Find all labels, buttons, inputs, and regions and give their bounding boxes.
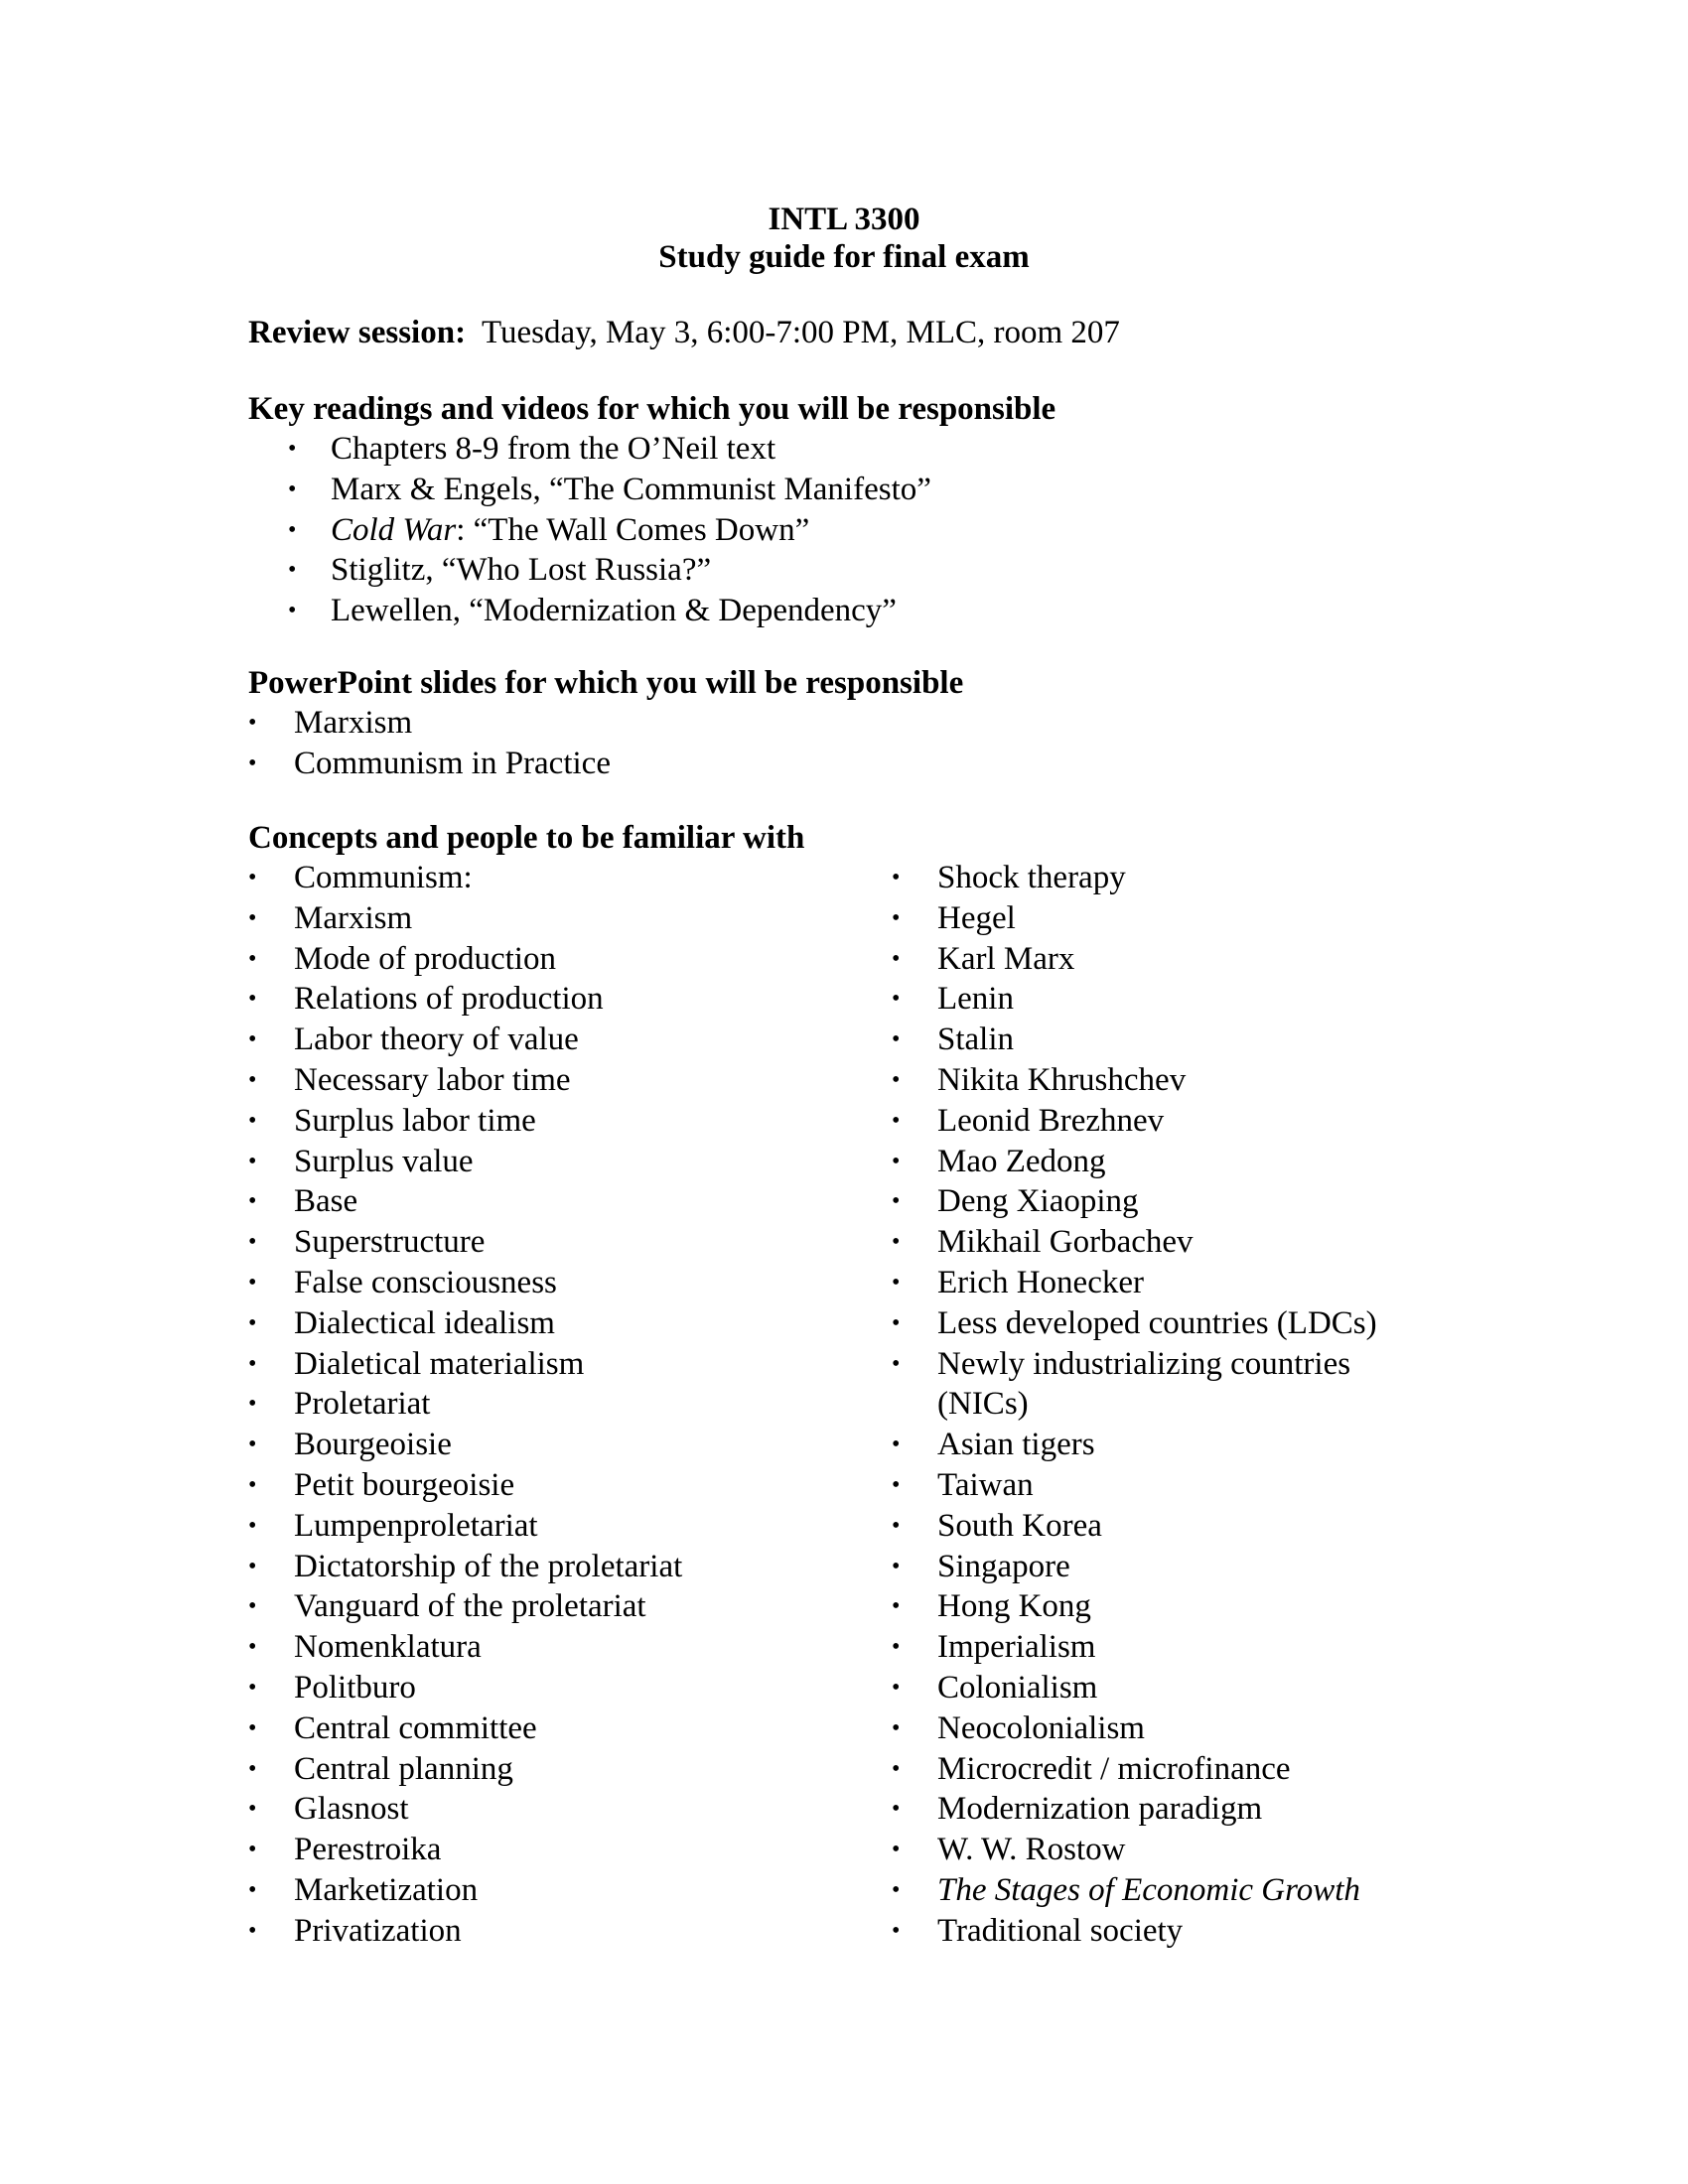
list-item-text: Chapters 8-9 from the O’Neil text	[331, 431, 776, 467]
list-item-text: Marketization	[294, 1871, 479, 1908]
list-item	[248, 1911, 682, 1952]
list-item-text: Communism in Practice	[294, 745, 611, 781]
bullet-icon: •	[892, 945, 901, 972]
bullet-icon: •	[248, 945, 257, 972]
list-item-text: Surplus labor time	[294, 1102, 536, 1139]
course-code: INTL 3300	[768, 202, 920, 237]
list-item-text: Mikhail Gorbachev	[937, 1224, 1194, 1261]
list-item	[892, 1749, 1377, 1790]
list-item-text: Modernization paradigm	[937, 1791, 1263, 1828]
list-item	[892, 1222, 1377, 1263]
list-item	[288, 550, 931, 591]
list-item-text: Marxism	[294, 899, 413, 936]
list-item-text: Central planning	[294, 1750, 513, 1787]
bullet-icon: •	[288, 598, 297, 624]
list-item-text: Less developed countries (LDCs)	[937, 1304, 1377, 1341]
list-item-text: Stiglitz, “Who Lost Russia?”	[331, 552, 712, 589]
list-item-text: Base	[294, 1183, 358, 1220]
list-item-text: Proletariat	[294, 1386, 431, 1423]
bullet-icon: •	[248, 865, 257, 890]
list-item-text: Stalin	[937, 1022, 1015, 1058]
bullet-icon: •	[248, 1026, 257, 1053]
guide-subtitle: Study guide for final exam	[658, 239, 1030, 275]
slides-heading: PowerPoint slides for which you will be responsible	[248, 665, 964, 701]
list-item-text: Marxism	[294, 705, 413, 741]
bullet-icon: •	[892, 1188, 901, 1215]
list-item-text: Dialetical materialism	[294, 1345, 585, 1382]
bullet-icon: •	[892, 1107, 901, 1134]
list-item-text: South Korea	[937, 1507, 1102, 1544]
list-item	[248, 1830, 682, 1870]
list-item	[892, 1263, 1377, 1303]
list-item	[248, 1222, 682, 1263]
list-item-text: Nomenklatura	[294, 1629, 482, 1666]
list-item-text: Bourgeoisie	[294, 1427, 452, 1463]
bullet-icon: •	[892, 1148, 901, 1174]
list-item	[892, 1465, 1377, 1506]
readings-heading: Key readings and videos for which you will be responsible	[248, 391, 1056, 427]
bullet-icon: •	[248, 1432, 257, 1458]
list-item	[892, 1789, 1377, 1830]
bullet-icon: •	[288, 436, 297, 462]
bullet-icon: •	[248, 1553, 257, 1579]
list-item-text: Dialectical idealism	[294, 1304, 555, 1341]
list-item-text: Vanguard of the proletariat	[294, 1588, 646, 1625]
list-item	[248, 1425, 682, 1465]
bullet-icon: •	[892, 1309, 901, 1336]
bullet-icon: •	[892, 865, 901, 890]
bullet-icon: •	[288, 516, 297, 543]
list-item-text: Politburo	[294, 1669, 416, 1706]
list-item	[248, 1101, 682, 1142]
list-item-text: Lenin	[937, 981, 1014, 1018]
list-item	[288, 470, 931, 510]
list-item-text: Traditional society	[937, 1912, 1184, 1949]
list-item	[248, 1708, 682, 1749]
list-item-text: Cold War: “The Wall Comes Down”	[331, 511, 810, 548]
bullet-icon: •	[892, 1350, 901, 1377]
list-item	[248, 1627, 682, 1668]
bullet-icon: •	[892, 1796, 901, 1823]
list-item-text: Dictatorship of the proletariat	[294, 1548, 683, 1584]
list-item	[288, 510, 931, 551]
list-item-text: Petit bourgeoisie	[294, 1466, 515, 1503]
list-item-text: False consciousness	[294, 1264, 557, 1300]
bullet-icon: •	[892, 1634, 901, 1661]
list-item	[248, 979, 682, 1020]
bullet-icon: •	[892, 1432, 901, 1458]
list-item	[248, 1181, 682, 1222]
bullet-icon: •	[248, 1876, 257, 1903]
review-session-details: Tuesday, May 3, 6:00-7:00 PM, MLC, room 207	[481, 315, 1120, 350]
bullet-icon: •	[248, 750, 257, 776]
list-item-text: Microcredit / microfinance	[937, 1750, 1291, 1787]
bullet-icon: •	[892, 1026, 901, 1053]
list-item-text: Lumpenproletariat	[294, 1507, 538, 1544]
bullet-icon: •	[288, 476, 297, 502]
list-item	[892, 1708, 1377, 1749]
list-item-text: Leonid Brezhnev	[937, 1102, 1165, 1139]
bullet-icon: •	[892, 1755, 901, 1782]
list-item	[892, 1344, 1377, 1385]
list-item	[248, 1870, 682, 1911]
bullet-icon: •	[248, 1391, 257, 1418]
bullet-icon: •	[892, 1229, 901, 1256]
list-item	[248, 939, 682, 980]
bullet-icon: •	[892, 1876, 901, 1903]
bullet-icon: •	[248, 1634, 257, 1661]
list-item-text: Relations of production	[294, 981, 604, 1018]
list-item	[892, 1586, 1377, 1627]
bullet-icon: •	[892, 904, 901, 931]
list-item	[892, 1060, 1377, 1101]
list-item-text: Superstructure	[294, 1224, 486, 1261]
list-item	[892, 858, 1377, 898]
list-item-text: Neocolonialism	[937, 1709, 1145, 1746]
bullet-icon: •	[248, 1755, 257, 1782]
list-item	[248, 1303, 682, 1344]
list-item	[892, 1627, 1377, 1668]
list-item-text: Communism:	[294, 860, 473, 895]
review-session-label: Review session:	[248, 315, 467, 350]
bullet-icon: •	[248, 1269, 257, 1296]
list-item	[248, 1789, 682, 1830]
bullet-icon: •	[248, 1674, 257, 1701]
bullet-icon: •	[892, 1066, 901, 1093]
bullet-icon: •	[892, 1714, 901, 1741]
list-item	[892, 1830, 1377, 1870]
bullet-icon: •	[892, 1674, 901, 1701]
bullet-icon: •	[248, 1229, 257, 1256]
list-item	[892, 898, 1377, 939]
bullet-icon: •	[248, 1471, 257, 1498]
list-item-text: Shock therapy	[937, 860, 1126, 895]
list-item	[892, 1181, 1377, 1222]
list-item-text: Nikita Khrushchev	[937, 1061, 1187, 1098]
list-item	[892, 979, 1377, 1020]
list-item	[248, 1142, 682, 1182]
list-item	[248, 1384, 682, 1425]
list-item-text: The Stages of Economic Growth	[937, 1871, 1360, 1908]
bullet-icon: •	[248, 1714, 257, 1741]
list-item-text: Imperialism	[937, 1629, 1096, 1666]
list-item-text: Mao Zedong	[937, 1143, 1106, 1179]
list-item	[892, 1303, 1377, 1344]
list-item	[892, 1547, 1377, 1587]
bullet-icon: •	[248, 1107, 257, 1134]
list-item	[248, 703, 611, 744]
bullet-icon: •	[892, 1917, 901, 1944]
bullet-icon: •	[248, 1796, 257, 1823]
bullet-icon: •	[892, 1837, 901, 1863]
slides-list	[248, 703, 611, 784]
list-item-text: Asian tigers	[937, 1427, 1095, 1463]
review-session	[248, 313, 1120, 352]
list-item	[248, 1020, 682, 1060]
bullet-icon: •	[288, 557, 297, 584]
bullet-icon: •	[248, 1309, 257, 1336]
list-item	[892, 1506, 1377, 1547]
list-item	[248, 1060, 682, 1101]
list-item	[288, 429, 931, 470]
concepts-left-column	[248, 858, 682, 1952]
list-item-text: Karl Marx	[937, 940, 1075, 977]
document-title	[0, 201, 1688, 276]
list-item	[892, 1101, 1377, 1142]
concepts-right-column	[892, 858, 1377, 1952]
bullet-icon: •	[892, 1553, 901, 1579]
list-item	[892, 1870, 1377, 1911]
list-item-text: Colonialism	[937, 1669, 1098, 1706]
list-item-text: Glasnost	[294, 1791, 409, 1828]
list-item	[248, 1586, 682, 1627]
list-item	[248, 1749, 682, 1790]
list-item	[248, 1465, 682, 1506]
list-item-text: Marx & Engels, “The Communist Manifesto”	[331, 471, 931, 507]
list-item-text: Labor theory of value	[294, 1022, 579, 1058]
bullet-icon: •	[892, 1471, 901, 1498]
list-item	[892, 1020, 1377, 1060]
list-item	[248, 898, 682, 939]
list-item-text: Necessary labor time	[294, 1061, 571, 1098]
list-item-text: Taiwan	[937, 1466, 1034, 1503]
bullet-icon: •	[248, 1837, 257, 1863]
bullet-icon: •	[248, 986, 257, 1013]
list-item	[892, 1384, 1377, 1425]
list-item	[892, 1142, 1377, 1182]
list-item-text: Mode of production	[294, 940, 556, 977]
concepts-heading: Concepts and people to be familiar with	[248, 820, 805, 856]
bullet-icon: •	[248, 1350, 257, 1377]
list-item-text: W. W. Rostow	[937, 1832, 1126, 1868]
list-item	[248, 1344, 682, 1385]
list-item	[248, 1506, 682, 1547]
list-item	[248, 1547, 682, 1587]
bullet-icon: •	[248, 1512, 257, 1539]
bullet-icon: •	[248, 710, 257, 736]
bullet-icon: •	[248, 1917, 257, 1944]
list-item	[288, 591, 931, 631]
list-item	[892, 1668, 1377, 1708]
list-item-text: (NICs)	[937, 1386, 1029, 1423]
bullet-icon: •	[892, 1512, 901, 1539]
list-item-text: Lewellen, “Modernization & Dependency”	[331, 593, 897, 629]
list-item	[248, 1263, 682, 1303]
list-item	[248, 858, 682, 898]
bullet-icon: •	[248, 1593, 257, 1620]
bullet-icon: •	[892, 986, 901, 1013]
list-item	[892, 1911, 1377, 1952]
bullet-icon: •	[892, 1269, 901, 1296]
list-item-text: Hegel	[937, 899, 1016, 936]
list-item-text: Hong Kong	[937, 1588, 1091, 1625]
bullet-icon: •	[248, 1066, 257, 1093]
list-item-text: Deng Xiaoping	[937, 1183, 1139, 1220]
list-item	[248, 744, 611, 784]
list-item-text: Erich Honecker	[937, 1264, 1144, 1300]
readings-list	[288, 429, 931, 631]
list-item-text: Central committee	[294, 1709, 537, 1746]
bullet-icon: •	[248, 1188, 257, 1215]
list-item-text: Surplus value	[294, 1143, 474, 1179]
list-item-text: Newly industrializing countries	[937, 1345, 1351, 1382]
bullet-icon: •	[248, 904, 257, 931]
list-item	[892, 1425, 1377, 1465]
bullet-icon: •	[248, 1148, 257, 1174]
list-item-text: Privatization	[294, 1912, 462, 1949]
list-item	[248, 1668, 682, 1708]
list-item-text: Singapore	[937, 1548, 1070, 1584]
list-item-text: Perestroika	[294, 1832, 442, 1868]
list-item	[892, 939, 1377, 980]
bullet-icon: •	[892, 1593, 901, 1620]
